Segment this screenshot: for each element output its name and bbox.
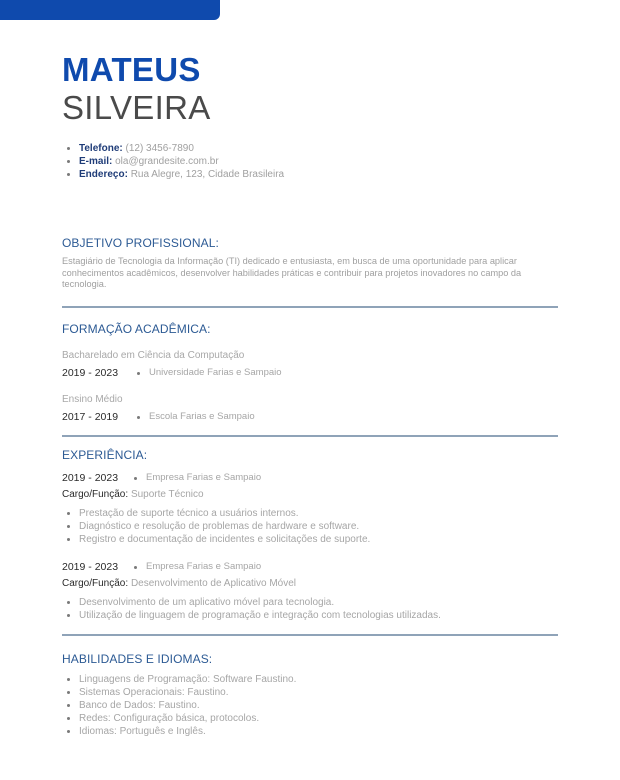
- experience-item: [62, 560, 558, 622]
- experience-bullets: [62, 507, 558, 546]
- contact-address: [62, 168, 558, 181]
- phone-label: Telefone:: [79, 143, 123, 154]
- email-value: ola@grandesite.com.br: [115, 156, 219, 167]
- experience-company: Empresa Farias e Sampaio: [134, 471, 261, 485]
- skill-item: Linguagens de Programação: Software Faustino.: [62, 673, 558, 686]
- experience-role: [62, 488, 558, 502]
- experience-role: [62, 577, 558, 591]
- education-degree: Bacharelado em Ciência da Computação: [62, 350, 245, 361]
- experience-bullet: Registro e documentação de incidentes e solicitações de suporte.: [62, 533, 558, 546]
- education-degree: Ensino Médio: [62, 394, 123, 405]
- role-label: Cargo/Função:: [62, 489, 129, 500]
- address-label: Endereço:: [79, 169, 128, 180]
- skill-item: Sistemas Operacionais: Faustino.: [62, 686, 558, 699]
- skills-list: [62, 673, 558, 738]
- education-row: [62, 410, 558, 424]
- education-title: FORMAÇÃO ACADÊMICA:: [62, 322, 211, 336]
- experience-bullet: Diagnóstico e resolução de problemas de hardware e software.: [62, 520, 558, 533]
- experience-bullets: [62, 596, 558, 622]
- education-institution: Universidade Farias e Sampaio: [137, 366, 282, 380]
- experience-company: Empresa Farias e Sampaio: [134, 560, 261, 574]
- education-section: [62, 322, 558, 424]
- experience-bullet: Desenvolvimento de um aplicativo móvel para tecnologia.: [62, 596, 558, 609]
- role-value: Suporte Técnico: [130, 489, 204, 500]
- objective-title: OBJETIVO PROFISSIONAL:: [62, 236, 219, 250]
- objective-text: Estagiário de Tecnologia da Informação (TI) dedicado e entusiasta, em busca de uma oportunidade para aplicar conhecimentos acadêmicos, desenvolver habilidades práticas e contribuir para projetos inovadores no campo da tecnologia.: [62, 256, 522, 289]
- education-years: 2019 - 2023: [62, 367, 119, 379]
- email-label: E-mail:: [79, 156, 113, 167]
- education-years: 2017 - 2019: [62, 411, 119, 423]
- experience-bullet: Prestação de suporte técnico a usuários internos.: [62, 507, 558, 520]
- contact-email: [62, 155, 558, 168]
- skill-item: Redes: Configuração básica, protocolos.: [62, 712, 558, 725]
- experience-years: 2019 - 2023: [62, 472, 119, 484]
- experience-item: [62, 471, 558, 546]
- skill-item: Idiomas: Português e Inglês.: [62, 725, 558, 738]
- experience-row: [62, 560, 558, 574]
- section-divider: [62, 634, 558, 636]
- experience-row: [62, 471, 558, 485]
- first-name: MATEUS: [62, 51, 201, 88]
- section-divider: [62, 435, 558, 437]
- education-institution: Escola Farias e Sampaio: [137, 410, 255, 424]
- experience-title: EXPERIÊNCIA:: [62, 448, 148, 462]
- education-item: [62, 349, 558, 380]
- skills-section: [62, 652, 558, 738]
- objective-section: [62, 236, 558, 291]
- last-name: SILVEIRA: [62, 89, 211, 126]
- experience-section: [62, 448, 558, 622]
- contact-phone: [62, 142, 558, 155]
- contact-list: [62, 142, 558, 181]
- address-value: Rua Alegre, 123, Cidade Brasileira: [130, 169, 285, 180]
- role-value: Desenvolvimento de Aplicativo Móvel: [130, 578, 297, 589]
- phone-value: (12) 3456-7890: [125, 143, 194, 154]
- experience-years: 2019 - 2023: [62, 561, 119, 573]
- skill-item: Banco de Dados: Faustino.: [62, 699, 558, 712]
- experience-bullet: Utilização de linguagem de programação e integração com tecnologias utilizadas.: [62, 609, 558, 622]
- education-item: [62, 393, 558, 424]
- role-label: Cargo/Função:: [62, 578, 129, 589]
- education-row: [62, 366, 558, 380]
- top-accent-bar: [0, 0, 220, 20]
- skills-title: HABILIDADES E IDIOMAS:: [62, 652, 213, 666]
- section-divider: [62, 306, 558, 308]
- resume-content: [62, 51, 558, 737]
